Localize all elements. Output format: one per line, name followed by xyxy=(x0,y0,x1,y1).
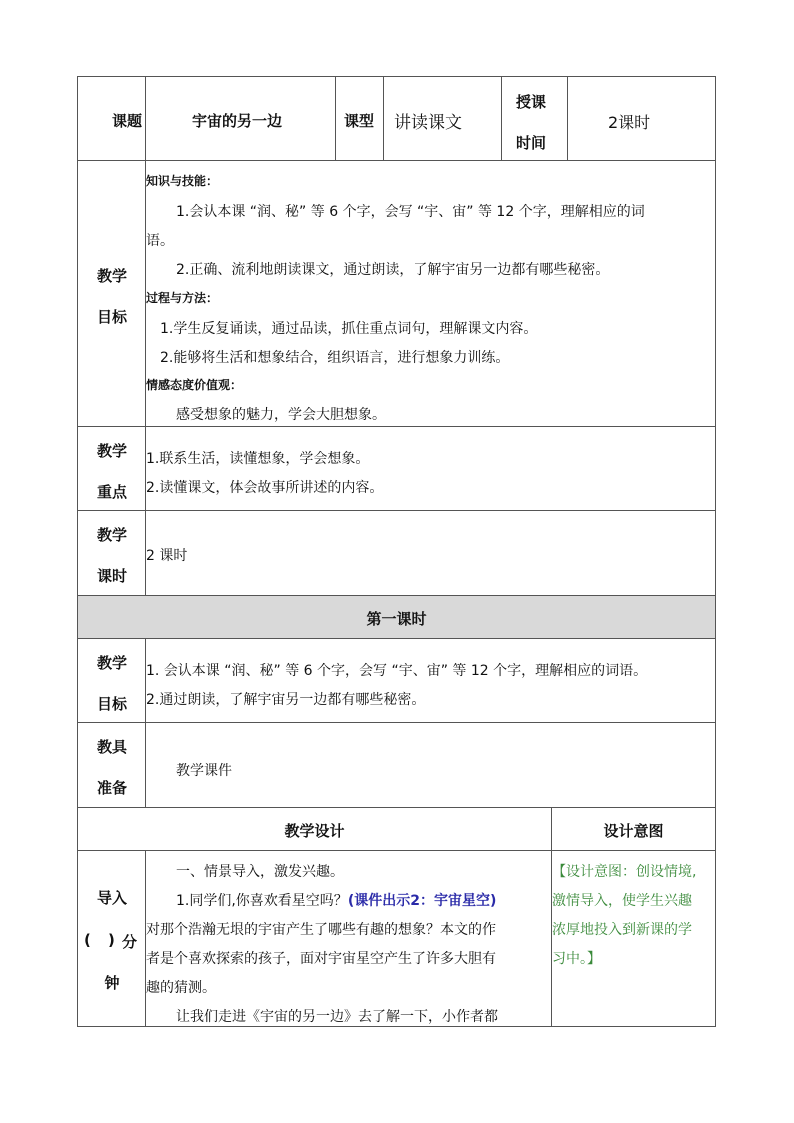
hours-label-1: 教学 xyxy=(96,526,127,544)
topic-value-cell xyxy=(146,77,336,160)
intro-label-cell xyxy=(78,851,146,1026)
goals-content xyxy=(146,161,715,426)
key-points-label-2: 重点 xyxy=(96,483,127,501)
lesson-plan-table xyxy=(77,76,716,1027)
goals-line: 2.正确、流利地朗读课文，通过朗读，了解宇宙另一边都有哪些秘密。 xyxy=(176,262,610,278)
intro-row xyxy=(77,851,716,1027)
lesson1-goals-label-1: 教学 xyxy=(96,654,127,672)
intro-line: 一、情景导入，激发兴趣。 xyxy=(176,864,344,880)
design-right-header-cell xyxy=(552,808,715,850)
design-header-row xyxy=(77,808,716,851)
key-points-label-1: 教学 xyxy=(96,442,127,460)
intro-line: 趣的猜测。 xyxy=(146,980,216,996)
goals-heading-attitude: 情感态度价值观： xyxy=(146,378,243,392)
goals-line: 1.学生反复诵读，通过品读，抓住重点词句，理解课文内容。 xyxy=(160,321,538,337)
lesson1-goals-content xyxy=(146,639,715,722)
goals-line: 感受想象的魅力，学会大胆想象。 xyxy=(176,407,386,423)
intro-label-paren-open: ( xyxy=(84,931,91,949)
goals-line: 2.能够将生活和想象结合，组织语言，进行想象力训练。 xyxy=(160,350,510,366)
intro-line: 1.同学们,你喜欢看星空吗？(课件出示2：宇宙星空) xyxy=(176,893,497,909)
key-point-line: 2.读懂课文，体会故事所讲述的内容。 xyxy=(146,480,384,496)
key-points-content xyxy=(146,427,715,510)
intro-line: 者是个喜欢探索的孩子，面对宇宙星空产生了许多大胆有 xyxy=(146,951,496,967)
key-points-row xyxy=(77,427,716,511)
lesson1-goals-label-2: 目标 xyxy=(96,695,127,713)
tools-value: 教学课件 xyxy=(176,763,232,779)
goals-row xyxy=(77,161,716,427)
intent-line: 激情导入，使学生兴趣 xyxy=(552,893,692,909)
hours-content xyxy=(146,511,715,595)
intro-label-3: 钟 xyxy=(104,974,120,992)
intent-line: 【设计意图：创设情境, xyxy=(552,864,697,880)
goals-heading-process: 过程与方法： xyxy=(146,291,219,305)
time-value-cell xyxy=(568,77,715,160)
goals-label-cell xyxy=(78,161,146,426)
time-label-cell xyxy=(502,77,568,160)
goals-label-2: 目标 xyxy=(96,308,127,326)
goals-label-1: 教学 xyxy=(96,267,127,285)
goals-line: 1.会认本课 “润、秘” 等 6 个字，会写 “宇、宙” 等 12 个字，理解相应的词 xyxy=(176,204,645,220)
design-right-header: 设计意图 xyxy=(603,822,664,840)
topic-value: 宇宙的另一边 xyxy=(192,112,283,130)
tools-content xyxy=(146,723,715,807)
design-left-header: 教学设计 xyxy=(284,822,345,840)
tools-label-2: 准备 xyxy=(96,779,127,797)
lesson1-goal-line: 1. 会认本课 “润、秘” 等 6 个字，会写 “宇、宙” 等 12 个字，理解相应的词语。 xyxy=(146,663,648,679)
intro-label-paren-close: ) xyxy=(108,931,115,949)
lesson1-title-row xyxy=(77,596,716,639)
goals-heading-knowledge: 知识与技能： xyxy=(146,174,219,188)
lesson1-goal-line: 2.通过朗读，了解宇宙另一边都有哪些秘密。 xyxy=(146,692,426,708)
type-value: 讲读课文 xyxy=(394,113,462,133)
hours-value: 2 课时 xyxy=(146,548,188,564)
intro-line: 对那个浩瀚无垠的宇宙产生了哪些有趣的想象？本文的作 xyxy=(146,922,496,938)
intro-line: 让我们走进《宇宙的另一边》去了解一下，小作者都 xyxy=(176,1009,498,1025)
intro-intent xyxy=(552,851,715,1026)
intro-label-minutes: 分 xyxy=(122,933,138,951)
key-points-label-cell xyxy=(78,427,146,510)
hours-label-2: 课时 xyxy=(96,567,127,585)
courseware-note: (课件出示2：宇宙星空) xyxy=(347,893,497,909)
design-left-header-cell xyxy=(78,808,552,850)
lesson1-title: 第一课时 xyxy=(366,610,427,628)
goals-line: 语。 xyxy=(146,233,174,249)
lesson1-goals-label-cell xyxy=(78,639,146,722)
lesson1-goals-row xyxy=(77,639,716,723)
intent-line: 浓厚地投入到新课的学 xyxy=(552,922,692,938)
type-label: 课型 xyxy=(344,112,375,130)
intro-label-1: 导入 xyxy=(96,889,127,907)
key-point-line: 1.联系生活，读懂想象，学会想象。 xyxy=(146,451,370,467)
type-value-cell xyxy=(384,77,502,160)
header-row xyxy=(77,76,716,161)
hours-label-cell xyxy=(78,511,146,595)
tools-label-cell xyxy=(78,723,146,807)
tools-label-1: 教具 xyxy=(96,738,127,756)
time-value: 2课时 xyxy=(608,113,651,132)
time-label-1: 授课 xyxy=(516,93,547,111)
type-label-cell xyxy=(336,77,384,160)
intent-line: 习中。】 xyxy=(552,951,601,967)
intro-content xyxy=(146,851,552,1026)
hours-row xyxy=(77,511,716,596)
topic-label-cell xyxy=(78,77,146,160)
time-label-2: 时间 xyxy=(516,134,547,152)
tools-row xyxy=(77,723,716,808)
topic-label: 课题 xyxy=(112,112,143,130)
